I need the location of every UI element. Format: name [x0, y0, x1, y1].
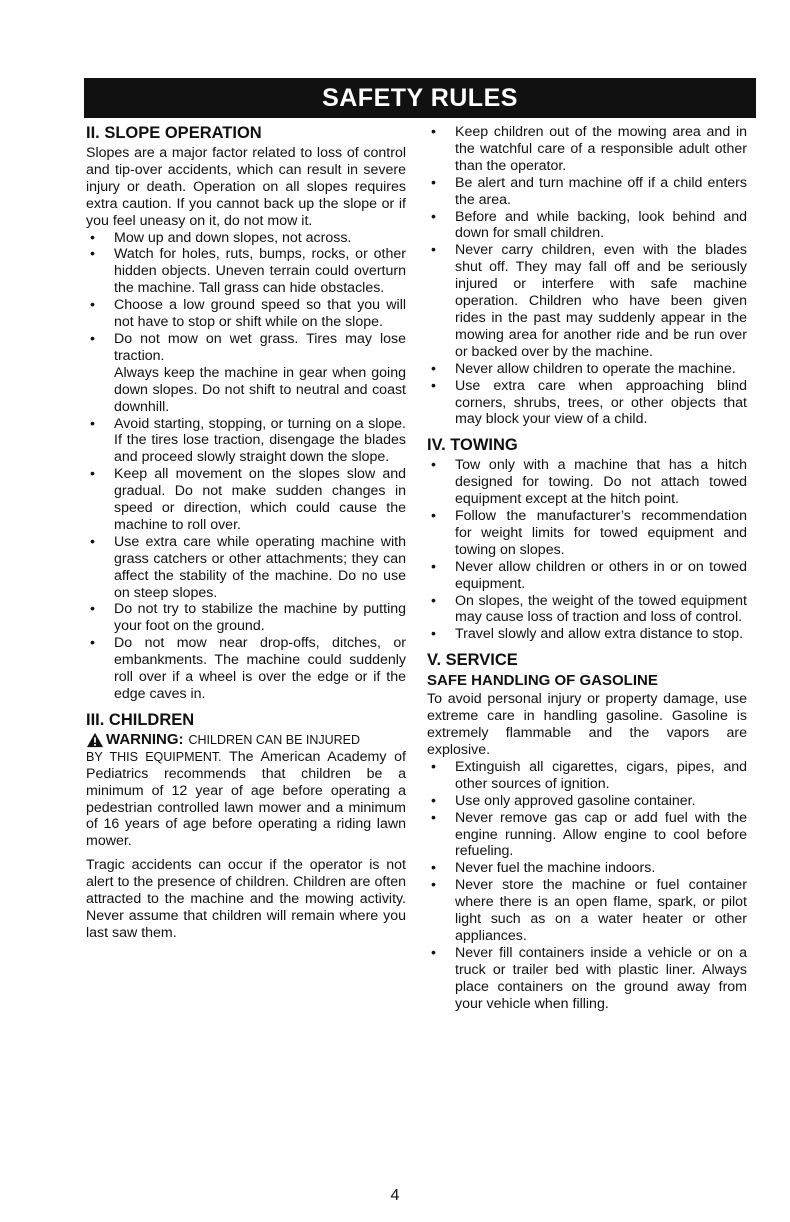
- list-item: • Never carry children, even with the blades shut off. They may fall off and be seriously injured or interfere with safe machine operation. Children who have been given rides in the past may suddenly appear in the mowing area for another ride and be run over or backed over by the machine.: [431, 242, 747, 360]
- gasoline-intro: To avoid personal injury or property damage, use extreme care in handling gasoline. Gasoline is extremely flammable and the vapors are explosive.: [427, 691, 747, 758]
- list-item: • Mow up and down slopes, not across.: [90, 229, 352, 246]
- tragic-paragraph: Tragic accidents can occur if the operator is not alert to the presence of children. Children are often attracted to the machine and the mowing activity. Never assume that children will remain where you last saw them.: [86, 857, 406, 941]
- list-item: • Do not mow on wet grass. Tires may lose traction.: [90, 330, 406, 364]
- list-item: • Never store the machine or fuel container where there is an open flame, spark, or pilot light such as on a water heater or other appliances.: [431, 877, 747, 944]
- list-item: • Never remove gas cap or add fuel with the engine running. Allow engine to cool before refueling.: [431, 809, 747, 860]
- list-item: • Follow the manufacturer’s recommendation for weight limits for towed equipment and towing on slopes.: [431, 508, 747, 558]
- list-item: • Avoid starting, stopping, or turning on a slope. If the tires lose traction, disengage the blades and proceed slowly straight down the slope.: [90, 415, 406, 466]
- list-item: • Never allow children or others in or on towed equipment.: [431, 558, 747, 592]
- warning-caps: CHILDREN CAN BE INJURED: [188, 732, 361, 747]
- warning-triangle-icon: [86, 732, 104, 748]
- left-column: [86, 124, 406, 942]
- list-item: • Do not try to stabilize the machine by putting your foot on the ground.: [90, 601, 406, 635]
- list-item: • On slopes, the weight of the towed equipment may cause loss of traction and loss of control.: [431, 592, 747, 626]
- children-list: [427, 124, 747, 428]
- list-item: • Tow only with a machine that has a hitch designed for towing. Do not attach towed equipment except at the hitch point.: [431, 457, 747, 508]
- list-item: • Keep all movement on the slopes slow and gradual. Do not make sudden changes in speed or direction, which could cause the machine to roll over.: [90, 466, 406, 533]
- list-item: • Never fuel the machine indoors.: [431, 860, 656, 877]
- service-heading: V. SERVICE: [427, 651, 518, 670]
- list-item: • Never fill containers inside a vehicle or on a truck or trailer bed with plastic liner. Always place containers on the ground away from your vehicle when filling.: [431, 944, 747, 1012]
- list-item: • Before and while backing, look behind and down for small children.: [431, 208, 747, 242]
- gasoline-list: [427, 759, 747, 1013]
- list-item: • Travel slowly and allow extra distance to stop.: [431, 626, 744, 643]
- list-item: • Choose a low ground speed so that you will not have to stop or shift while on the slope.: [90, 297, 406, 331]
- list-item: • Be alert and turn machine off if a child enters the area.: [431, 174, 747, 208]
- list-item: • Keep children out of the mowing area and in the watchful care of a responsible adult other than the operator.: [431, 124, 747, 174]
- slope-heading: II. SLOPE OPERATION: [86, 124, 262, 142]
- gasoline-subheading: SAFE HANDLING OF GASOLINE: [427, 672, 658, 690]
- list-item: • Use only approved gasoline container.: [431, 792, 696, 809]
- warning-text: BY THIS EQUIPMENT. The American Academy of Pediatrics recommends that children be a minimum of 12 year of age before operating a pedestrian controlled lawn mower and a minimum of 16 years of age before operating a riding lawn mower.: [86, 748, 406, 850]
- slope-note: Always keep the machine in gear when going down slopes. Do not shift to neutral and coast downhill.: [114, 364, 406, 415]
- warning-word: WARNING:: [106, 730, 184, 748]
- list-item: • Never allow children to operate the machine.: [431, 360, 736, 377]
- list-item: • Use extra care when approaching blind corners, shrubs, trees, or other objects that may block your view of a child.: [431, 377, 747, 428]
- towing-heading: IV. TOWING: [427, 436, 518, 455]
- right-column: [427, 124, 747, 1013]
- slope-list: [86, 230, 406, 365]
- slope-intro: Slopes are a major factor related to loss of control and tip-over accidents, which can result in severe injury or death. Operation on all slopes requires extra caution. If you cannot back up the slope or if you feel uneasy on it, do not mow it.: [86, 145, 406, 229]
- page-number: 4: [390, 1187, 400, 1204]
- list-item: • Use extra care while operating machine with grass catchers or other attachments; they can affect the stability of the machine. Do no use on steep slopes.: [90, 533, 406, 601]
- towing-list: [427, 457, 747, 643]
- list-item: • Do not mow near drop-offs, ditches, or embankments. The machine could suddenly roll over if a wheel is over the edge or if the edge caves in.: [90, 635, 406, 702]
- list-item: • Watch for holes, ruts, bumps, rocks, or other hidden objects. Uneven terrain could overturn the machine. Tall grass can hide obstacles.: [90, 246, 406, 297]
- banner-title: SAFETY RULES: [322, 83, 518, 112]
- section-banner: [84, 78, 756, 118]
- slope-list-continued: [86, 416, 406, 703]
- list-item: • Extinguish all cigarettes, cigars, pipes, and other sources of ignition.: [431, 758, 747, 792]
- children-heading: III. CHILDREN: [86, 710, 195, 729]
- warning-line: [86, 732, 406, 749]
